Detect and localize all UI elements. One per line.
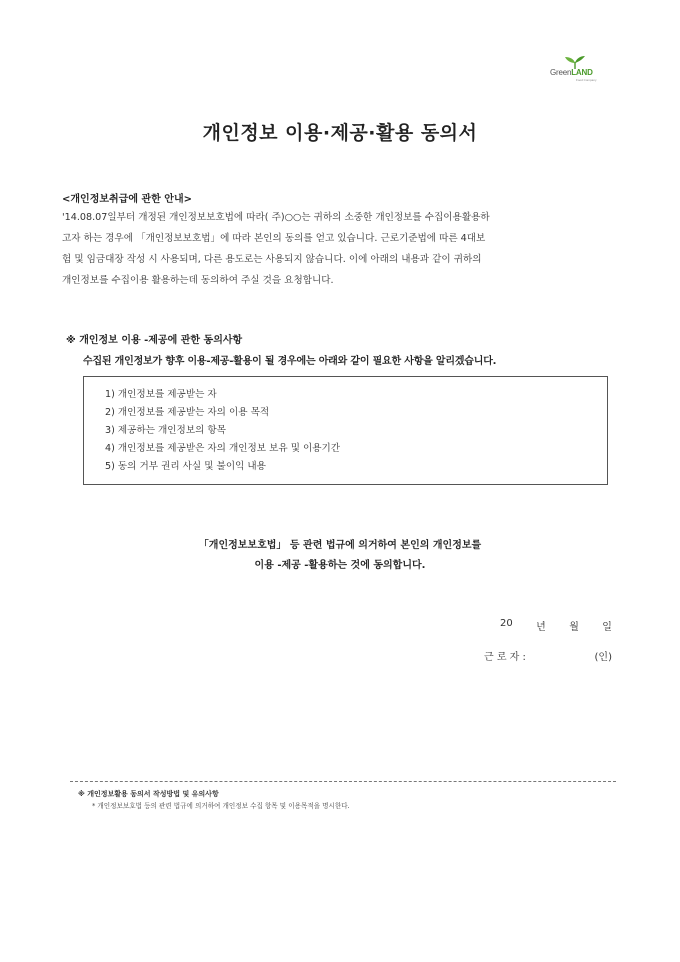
month-label: 월 [569,622,579,633]
intro-line: 개인정보를 수집이용 활용하는데 동의하여 주실 것을 요청합니다. [62,275,334,286]
consent-item: 4) 개인정보를 제공받은 자의 개인정보 보유 및 이용기간 [105,443,341,454]
logo-subtitle: Food Company [576,78,597,82]
intro-line: 험 및 임금대장 작성 시 사용되며, 다른 용도로는 사용되지 않습니다. 이에 아래의 내용과 같이 귀하의 [62,254,482,265]
footnote-body: * 개인정보보호법 등의 관련 법규에 의거하여 개인정보 수집 항목 및 이용목적을 명시한다. [92,802,350,810]
footnote-title: ※ 개인정보활용 동의서 작성방법 및 유의사항 [78,790,219,798]
consent-subheading: 수집된 개인정보가 향후 이용-제공-활용이 될 경우에는 아래와 같이 필요한 사항을 알리겠습니다. [83,356,497,367]
year-label: 년 [536,622,546,633]
agreement-statement-line2: 이용 -제공 -활용하는 것에 동의합니다. [254,560,426,571]
seal-label: (인) [594,652,612,663]
consent-item: 1) 개인정보를 제공받는 자 [105,389,217,400]
company-logo [546,56,610,86]
consent-item: 5) 동의 거부 권리 사실 및 불이익 내용 [105,461,266,472]
consent-heading: ※ 개인정보 이용 -제공에 관한 동의사항 [66,335,243,346]
logo-word-green: Green [550,68,572,77]
intro-heading: <개인정보취급에 관한 안내> [62,194,192,205]
document-title: 개인정보 이용·제공·활용 동의서 [202,122,478,144]
agreement-statement-line1: 「개인정보보호법」 등 관련 법규에 의거하여 본인의 개인정보를 [198,540,482,551]
logo-word-land: LAND [571,68,593,77]
worker-label: 근 로 자 : [484,652,526,663]
consent-items-box [83,376,608,485]
intro-line: '14.08.07일부터 개정된 개인정보보호법에 따라( 주)○○는 귀하의 소중한 개인정보를 수집이용활용하 [62,212,490,223]
consent-item: 2) 개인정보를 제공받는 자의 이용 목적 [105,407,270,418]
date-line [500,618,612,633]
footnote-divider [70,781,616,782]
year-prefix: 20 [500,618,513,629]
consent-item: 3) 제공하는 개인정보의 항목 [105,425,226,436]
worker-signature-line [484,648,612,663]
logo-wordmark [550,68,593,77]
day-label: 일 [602,622,612,633]
intro-paragraph [62,207,618,291]
intro-line: 고자 하는 경우에 「개인정보보호법」에 따라 본인의 동의를 얻고 있습니다. 근로기준법에 따른 4대보 [62,233,486,244]
